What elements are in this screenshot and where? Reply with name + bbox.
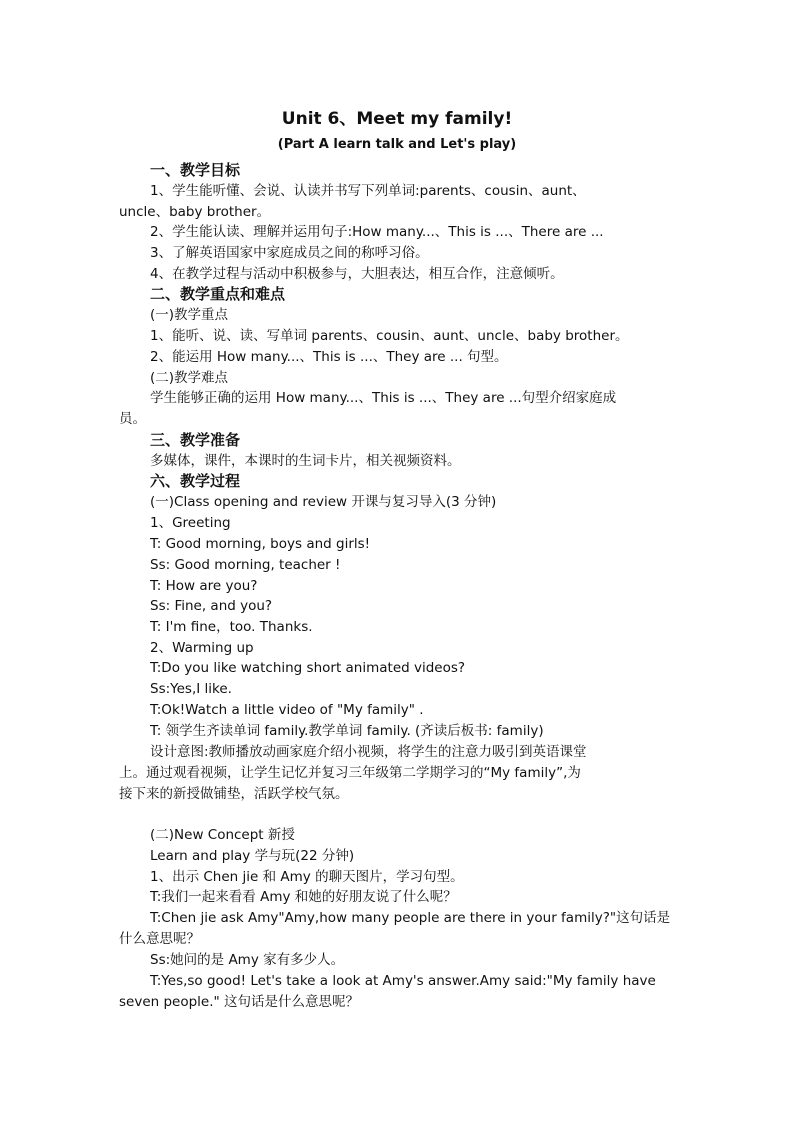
process-part-2-title: (二)New Concept 新授 [150,827,295,843]
difficulty-text-cont: 员。 [119,411,146,427]
dialogue-line: T:Do you like watching short animated videos? [150,660,466,676]
difficulty-text: 学生能够正确的运用 How many...、This is ...、They are ...句型介绍家庭成 [150,390,617,406]
dialogue-line: T: Good morning, boys and girls! [150,536,371,552]
dialogue-line: Ss: Good morning, teacher ! [150,557,341,573]
dialogue-line: Ss: Fine, and you? [150,598,273,614]
key-point-1: 1、能听、说、读、写单词 parents、cousin、aunt、uncle、baby brother。 [150,328,629,344]
dialogue-line: Ss:她问的是 Amy 家有多少人。 [150,952,345,968]
learn-and-play-label: Learn and play 学与玩(22 分钟) [150,848,355,864]
dialogue-line: T: 领学生齐读单词 family.教学单词 family. (齐读后板书: family) [150,723,544,739]
key-point-2: 2、能运用 How many...、This is ...、They are ... 句型。 [150,349,508,365]
objective-item-1: 1、学生能听懂、会说、认读并书写下列单词:parents、cousin、aunt、 [150,183,586,199]
preparation-text: 多媒体，课件，本课时的生词卡片，相关视频资料。 [150,453,461,469]
process-part-1-title: (一)Class opening and review 开课与复习导入(3 分钟) [150,494,497,510]
dialogue-line: T: I'm fine，too. Thanks. [150,619,313,635]
dialogue-line: T:Ok!Watch a little video of "My family" . [150,702,424,718]
objective-item-2: 2、学生能认读、理解并运用句子:How many...、This is ...、There are ... [150,224,604,240]
greeting-label: 1、Greeting [150,515,231,531]
section-heading-process: 六、教学过程 [150,472,241,490]
objective-item-1-cont: uncle、baby brother。 [119,204,271,220]
dialogue-line: T: How are you? [150,578,258,594]
objective-item-4: 4、在教学过程与活动中积极参与，大胆表达，相互合作，注意倾听。 [150,266,564,282]
dialogue-line: T:我们一起来看看 Amy 和她的好朋友说了什么呢？ [150,889,457,905]
section-heading-key-points: 二、教学重点和难点 [150,285,286,303]
subheading-key-points: (一)教学重点 [150,307,229,323]
document-subtitle: (Part A learn talk and Let's play) [277,137,517,152]
dialogue-line-cont: seven people." 这句话是什么意思呢？ [119,994,360,1010]
document-title: Unit 6、Meet my family! [281,109,513,129]
design-intent-cont: 上。通过观看视频，让学生记忆并复习三年级第二学期学习的“My family”,为 [119,765,581,781]
dialogue-line: T:Chen jie ask Amy"Amy,how many people are there in your family?"这句话是 [150,910,671,926]
learn-item-1: 1、出示 Chen jie 和 Amy 的聊天图片，学习句型。 [150,869,464,885]
dialogue-line: Ss:Yes,I like. [150,681,232,697]
warming-up-label: 2、Warming up [150,640,254,656]
section-heading-preparation: 三、教学准备 [150,431,241,449]
dialogue-line-cont: 什么意思呢？ [119,931,200,947]
subheading-difficulties: (二)教学难点 [150,370,229,386]
design-intent-cont: 接下来的新授做铺垫，活跃学校气氛。 [119,786,349,802]
objective-item-3: 3、了解英语国家中家庭成员之间的称呼习俗。 [150,245,429,261]
section-heading-objectives: 一、教学目标 [150,161,241,179]
dialogue-line: T:Yes,so good! Let's take a look at Amy's answer.Amy said:"My family have [150,973,656,989]
design-intent: 设计意图:教师播放动画家庭介绍小视频，将学生的注意力吸引到英语课堂 [150,744,587,760]
